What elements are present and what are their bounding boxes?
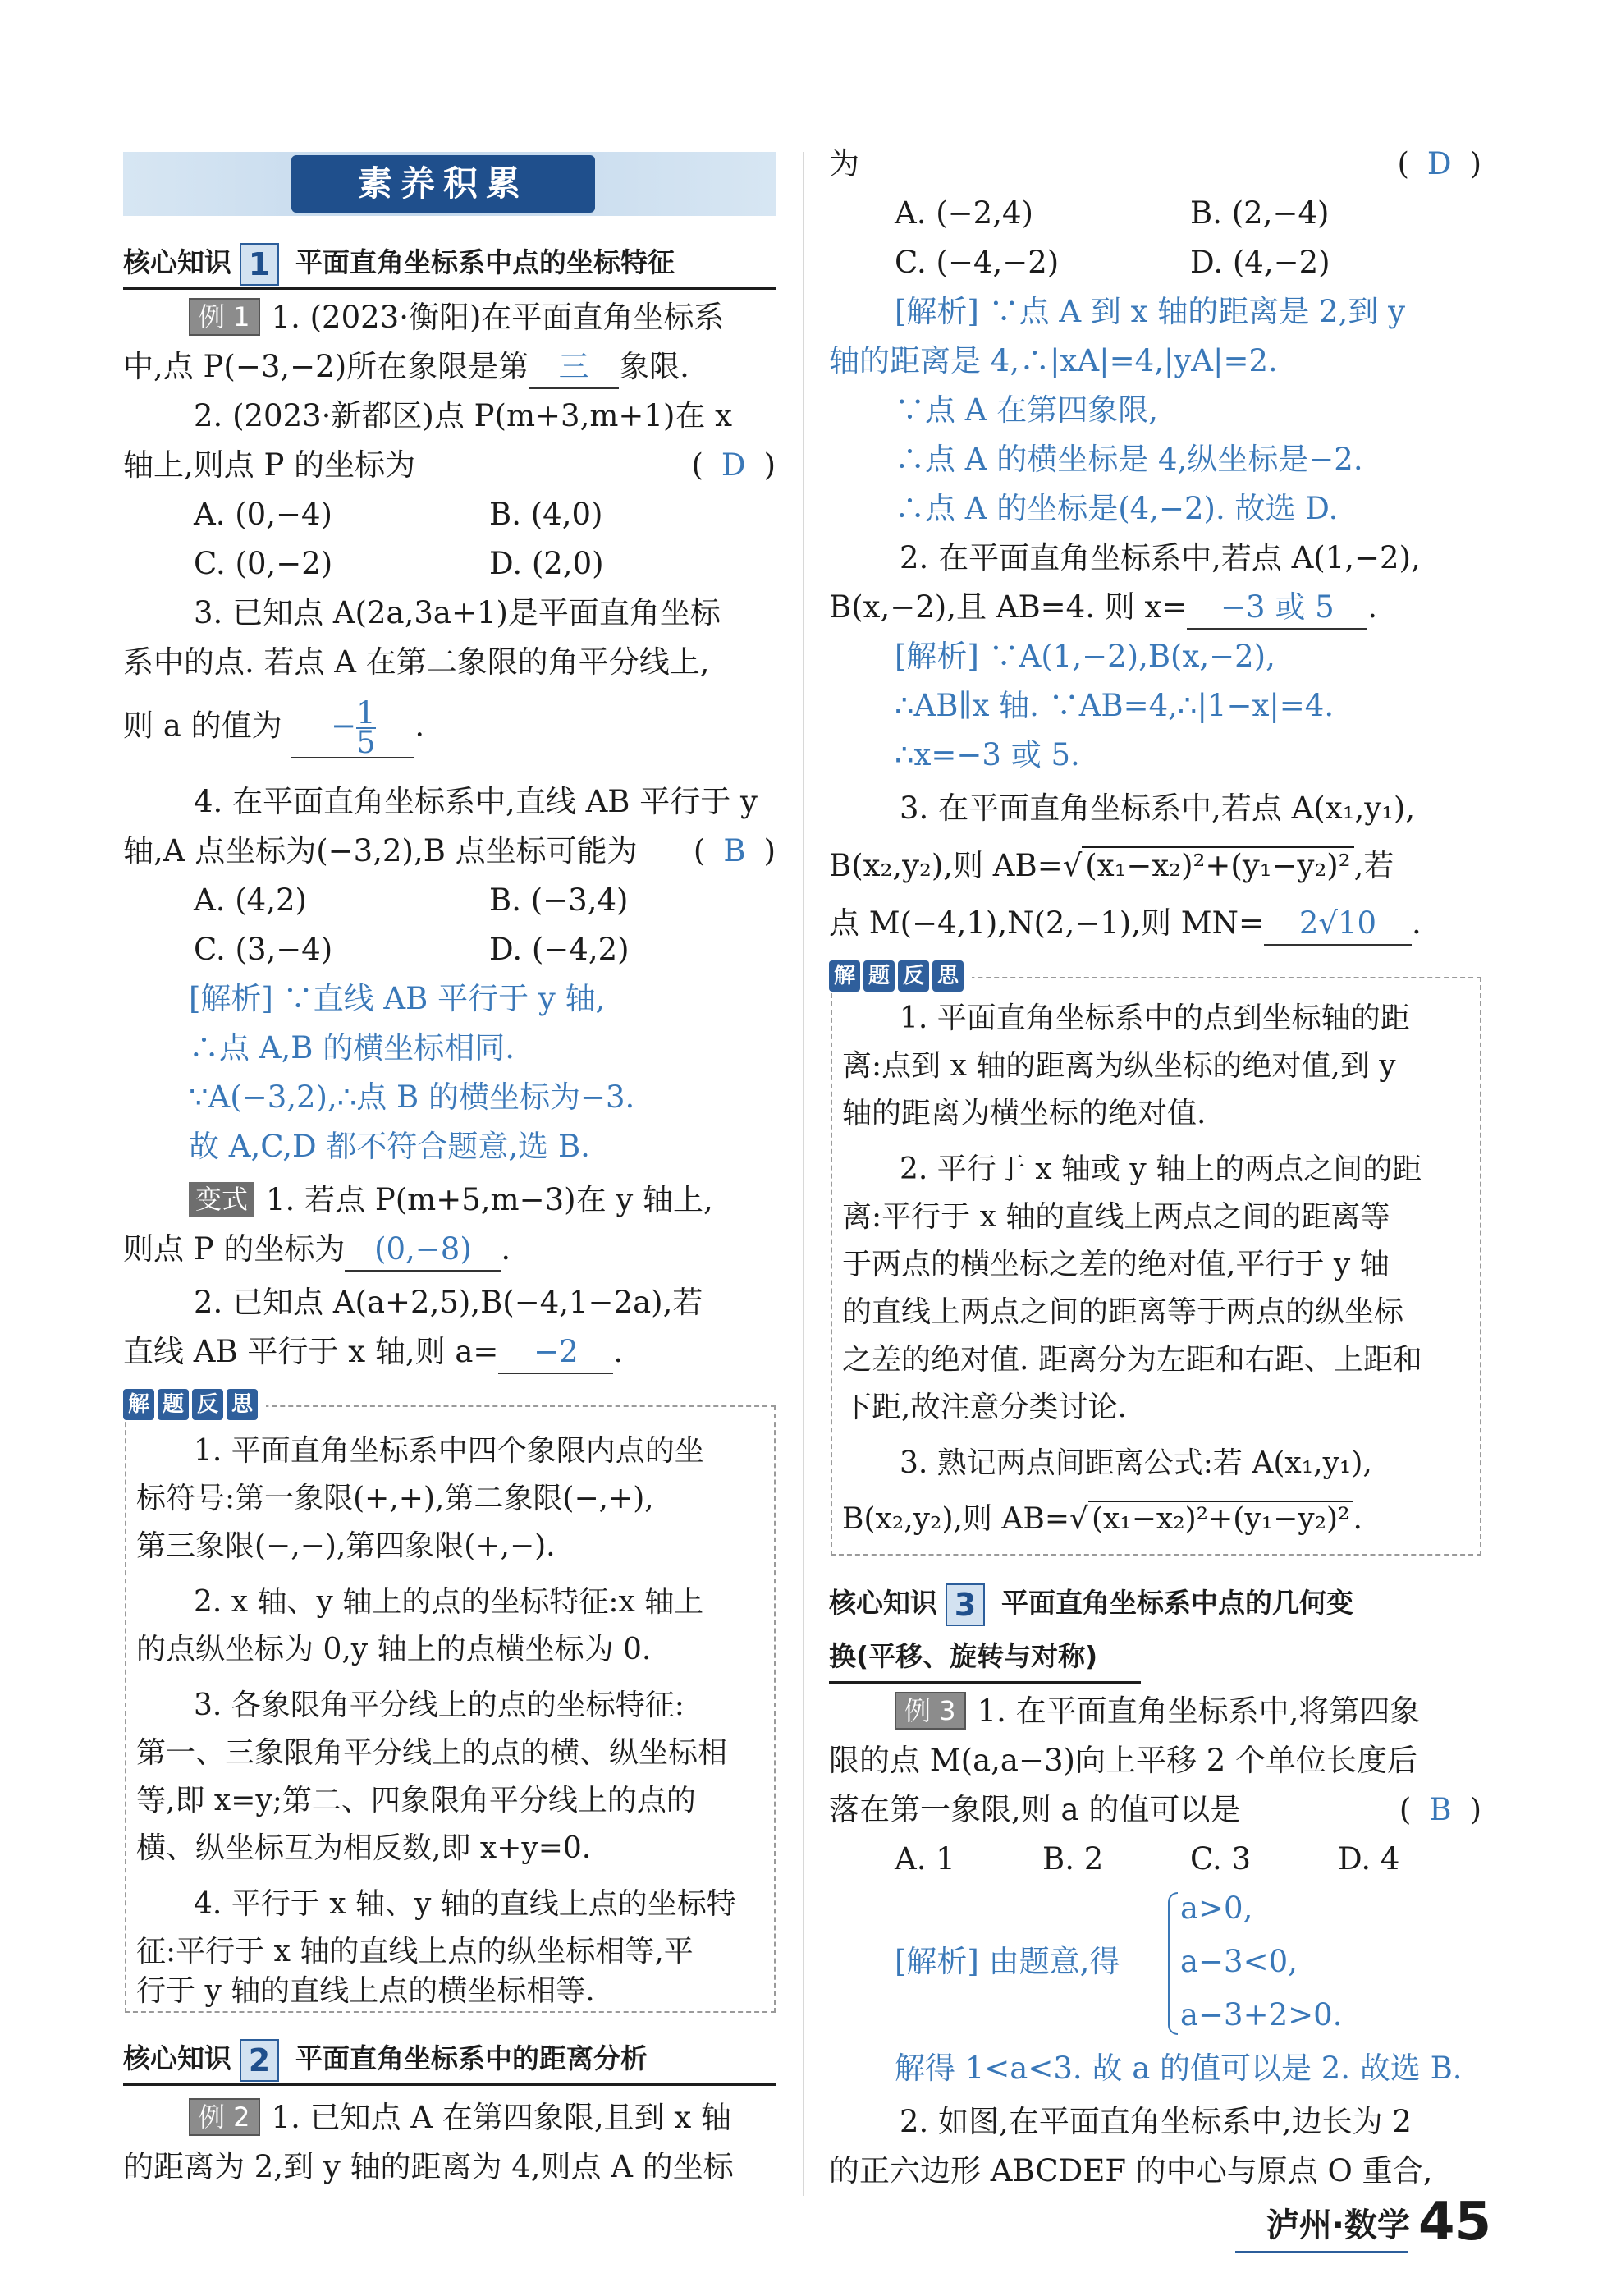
analysis-line: [解析] ∵点 A 到 x 轴的距离是 2,到 y (895, 294, 1405, 329)
reflection-line: 离:点到 x 轴的距离为纵坐标的绝对值,到 y (842, 1049, 1396, 1083)
example-1-q3-cont2: 则 a 的值为 − $\frac{1}{5}$ . (123, 695, 425, 760)
example-1-q4: 4. 在平面直角坐标系中,直线 AB 平行于 y (194, 784, 758, 819)
example-tag: 例 2 (189, 2098, 260, 2136)
example-1-q1: 例 1 1. (2023·衡阳)在平面直角坐标系 (123, 297, 724, 338)
example-2-q3: 3. 在平面直角坐标系中,若点 A(x₁,y₁), (900, 791, 1416, 826)
example-2-q3-cont: B(x₂,y₂),则 AB=√ (x₁−x₂)²+(y₁−y₂)² ,若 (829, 848, 1394, 883)
reflection-line: 的直线上两点之间的距离等于两点的纵坐标 (842, 1295, 1404, 1329)
example-2-q1-cont: 的距离为 2,到 y 轴的距离为 4,则点 A 的坐标 (123, 2149, 734, 2184)
system-brace (1168, 1892, 1178, 2035)
answer-blank: − $\frac{1}{5}$ (291, 699, 414, 758)
variant-q2: 2. 已知点 A(a+2,5),B(−4,1−2a),若 (194, 1285, 703, 1320)
example-tag: 例 1 (189, 298, 260, 336)
reflection-line: 4. 平行于 x 轴、y 轴的直线上点的坐标特 (194, 1887, 736, 1921)
answer-blank: 2√10 (1264, 903, 1412, 946)
choice-answer: B (723, 833, 746, 868)
analysis-tag: [解析] (895, 294, 979, 329)
example-3-q2: 2. 如图,在平面直角坐标系中,边长为 2 (900, 2104, 1412, 2139)
answer-blank: 三 (529, 346, 619, 389)
variant-tag: 变式 (189, 1182, 254, 1217)
analysis-line: ∴AB∥x 轴. ∵AB=4,∴|1−x|=4. (895, 688, 1335, 723)
knowledge-heading-1 (123, 240, 675, 286)
knowledge-title: 平面直角坐标系中点的坐标特征 (295, 246, 675, 278)
reflection-line: 标符号:第一象限(+,+),第二象限(−,+), (136, 1482, 654, 1515)
banner-title: 素养积累 (291, 155, 595, 213)
option: A. (−2,4) (895, 195, 1033, 231)
option: A. (4,2) (194, 882, 307, 918)
option: C. (3,−4) (194, 932, 333, 967)
choice-answer: B (1429, 1792, 1452, 1827)
option: A. (0,−4) (194, 497, 332, 532)
fraction: $\frac{1}{5}$ (356, 695, 376, 760)
option: B. 2 (1042, 1841, 1104, 1877)
option: C. (−4,−2) (895, 245, 1060, 280)
analysis-line: ∴x=−3 或 5. (895, 737, 1080, 772)
example-1-q3: 3. 已知点 A(2a,3a+1)是平面直角坐标 (194, 595, 721, 630)
analysis-line: [解析] ∵直线 AB 平行于 y 轴, (189, 981, 606, 1016)
reflection-line: 离:平行于 x 轴的直线上两点之间的距离等 (842, 1200, 1390, 1234)
option: A. 1 (895, 1841, 955, 1877)
option: B. (4,0) (489, 497, 603, 532)
option: B. (2,−4) (1190, 195, 1330, 231)
option: D. (4,−2) (1190, 245, 1330, 280)
example-1-q4-cont: 轴,A 点坐标为(−3,2),B 点坐标可能为 ( B ) (123, 833, 776, 868)
reflection-line: 下距,故注意分类讨论. (842, 1391, 1127, 1424)
example-3-q2-cont: 的正六边形 ABCDEF 的中心与原点 O 重合, (829, 2153, 1433, 2188)
reflection-line: B(x₂,y₂),则 AB=√ (x₁−x₂)²+(y₁−y₂)² . (842, 1502, 1362, 1536)
analysis-line: 故 A,C,D 都不符合题意,选 B. (189, 1129, 590, 1164)
analysis-tag: [解析] (895, 639, 979, 674)
sqrt-expression: (x₁−x₂)²+(y₁−y₂)² (1088, 1501, 1353, 1536)
reflection-line: 3. 熟记两点间距离公式:若 A(x₁,y₁), (900, 1446, 1372, 1480)
page-number: 45 (1417, 2192, 1491, 2252)
example-3-q1: 例 3 1. 在平面直角坐标系中,将第四象 (829, 1691, 1420, 1732)
reflection-line: 行于 y 轴的直线上点的横坐标相等. (136, 1974, 595, 2008)
option: D. 4 (1338, 1841, 1400, 1877)
knowledge-number: 2 (240, 2039, 279, 2082)
answer-blank: −3 或 5 (1187, 587, 1367, 630)
footer-rule (1235, 2251, 1408, 2253)
answer-blank: (0,−8) (345, 1229, 501, 1272)
analysis-line: ∴点 A 的坐标是(4,−2). 故选 D. (895, 491, 1339, 526)
example-2-q1: 例 2 1. 已知点 A 在第四象限,且到 x 轴 (123, 2097, 731, 2138)
analysis-tag: [解析] (189, 981, 273, 1016)
footer-location: 泸州·数学 (1266, 2207, 1410, 2244)
heading-rule (123, 2083, 776, 2086)
reflection-line: 1. 平面直角坐标系中四个象限内点的坐 (194, 1434, 704, 1468)
inequality: a−3<0, (1180, 1944, 1298, 1979)
reflection-line: 第一、三象限角平分线上的点的横、纵坐标相 (136, 1736, 728, 1770)
analysis-line: ∵点 A 在第四象限, (895, 392, 1159, 428)
example-1-q1-cont: 中,点 P(−3,−2)所在象限是第 三 象限. (123, 346, 689, 389)
knowledge-title: 平面直角坐标系中点的几何变 (1001, 1587, 1353, 1619)
knowledge-heading-2 (123, 2036, 648, 2082)
variant-q1: 变式 1. 若点 P(m+5,m−3)在 y 轴上, (123, 1180, 713, 1221)
example-3-q1-cont2: 落在第一象限,则 a 的值可以是 ( B ) (829, 1792, 1481, 1827)
option: B. (−3,4) (489, 882, 629, 918)
choice-answer: D (721, 447, 746, 483)
knowledge-label: 核心知识 (123, 246, 231, 278)
knowledge-title: 平面直角坐标系中的距离分析 (295, 2042, 648, 2074)
reflection-line: 3. 各象限角平分线上的点的坐标特征: (194, 1689, 685, 1722)
answer-blank: −2 (498, 1331, 613, 1374)
knowledge-label: 核心知识 (123, 2042, 231, 2074)
choice-answer: D (1426, 146, 1452, 181)
example-2-q1-end: 为 ( D ) (829, 146, 1481, 181)
sqrt-expression: (x₁−x₂)²+(y₁−y₂)² (1082, 846, 1353, 883)
inequality: a>0, (1180, 1890, 1253, 1926)
reflection-line: 于两点的横坐标之差的绝对值,平行于 y 轴 (842, 1248, 1390, 1281)
example-2-q3-cont2: 点 M(−4,1),N(2,−1),则 MN= 2√10 . (829, 903, 1422, 946)
reflection-line: 2. x 轴、y 轴上的点的坐标特征:x 轴上 (194, 1585, 704, 1619)
reflection-line: 1. 平面直角坐标系中的点到坐标轴的距 (900, 1001, 1410, 1035)
example-1-q2: 2. (2023·新都区)点 P(m+3,m+1)在 x (194, 398, 733, 433)
analysis-line: 轴的距离是 4,∴|xA|=4,|yA|=2. (829, 343, 1278, 378)
example-1-q2-cont: 轴上,则点 P 的坐标为 ( D ) (123, 447, 776, 483)
reflection-box (125, 1392, 776, 2013)
knowledge-heading-3 (829, 1580, 1353, 1626)
knowledge-number: 1 (240, 243, 279, 286)
example-tag: 例 3 (895, 1692, 966, 1730)
example-3-q1-cont: 限的点 M(a,a−3)向上平移 2 个单位长度后 (829, 1743, 1418, 1778)
inequality: a−3+2>0. (1180, 1997, 1343, 2032)
heading-rule (123, 287, 776, 290)
reflection-title: 解 题 反 思 (123, 1389, 266, 1420)
example-2-q2-cont: B(x,−2),且 AB=4. 则 x= −3 或 5 . (829, 587, 1377, 630)
reflection-line: 征:平行于 x 轴的直线上点的纵坐标相等,平 (136, 1935, 694, 1968)
reflection-line: 轴的距离为横坐标的绝对值. (842, 1097, 1207, 1130)
option: C. 3 (1190, 1841, 1252, 1877)
section-banner (123, 152, 776, 216)
analysis-line: ∵A(−3,2),∴点 B 的横坐标为−3. (189, 1079, 635, 1115)
variant-q1-cont: 则点 P 的坐标为 (0,−8) . (123, 1229, 511, 1272)
variant-q2-cont: 直线 AB 平行于 x 轴,则 a= −2 . (123, 1331, 623, 1374)
analysis-line: ∴点 A 的横坐标是 4,纵坐标是−2. (895, 442, 1363, 477)
analysis-line: ∴点 A,B 的横坐标相同. (189, 1030, 515, 1066)
reflection-line: 等,即 x=y;第二、四象限角平分线上的点的 (136, 1784, 696, 1817)
reflection-line: 之差的绝对值. 距离分为左距和右距、上距和 (842, 1343, 1422, 1377)
analysis-line: 解得 1<a<3. 故 a 的值可以是 2. 故选 B. (895, 2051, 1463, 2086)
example-2-q2: 2. 在平面直角坐标系中,若点 A(1,−2), (900, 540, 1421, 575)
knowledge-heading-3-cont: 换(平移、旋转与对称) (829, 1640, 1098, 1672)
option: D. (2,0) (489, 546, 604, 581)
reflection-title: 解 题 反 思 (829, 960, 972, 992)
knowledge-number: 3 (946, 1583, 985, 1626)
heading-rule (829, 1681, 1141, 1684)
analysis-line: [解析] ∵A(1,−2),B(x,−2), (895, 639, 1275, 674)
reflection-line: 第三象限(−,−),第四象限(+,−). (136, 1529, 556, 1563)
reflection-line: 2. 平行于 x 轴或 y 轴上的两点之间的距 (900, 1153, 1422, 1186)
page-footer (1266, 2192, 1491, 2252)
reflection-line: 的点纵坐标为 0,y 轴上的点横坐标为 0. (136, 1633, 652, 1666)
column-divider (803, 152, 804, 2196)
reflection-line: 横、纵坐标互为相反数,即 x+y=0. (136, 1831, 592, 1865)
reflection-box (831, 964, 1481, 1556)
option: D. (−4,2) (489, 932, 630, 967)
example-1-q3-cont: 系中的点. 若点 A 在第二象限的角平分线上, (123, 644, 710, 680)
analysis-line: [解析] 由题意,得 (895, 1944, 1120, 1979)
knowledge-label: 核心知识 (829, 1587, 937, 1619)
analysis-tag: [解析] (895, 1944, 979, 1979)
option: C. (0,−2) (194, 546, 333, 581)
